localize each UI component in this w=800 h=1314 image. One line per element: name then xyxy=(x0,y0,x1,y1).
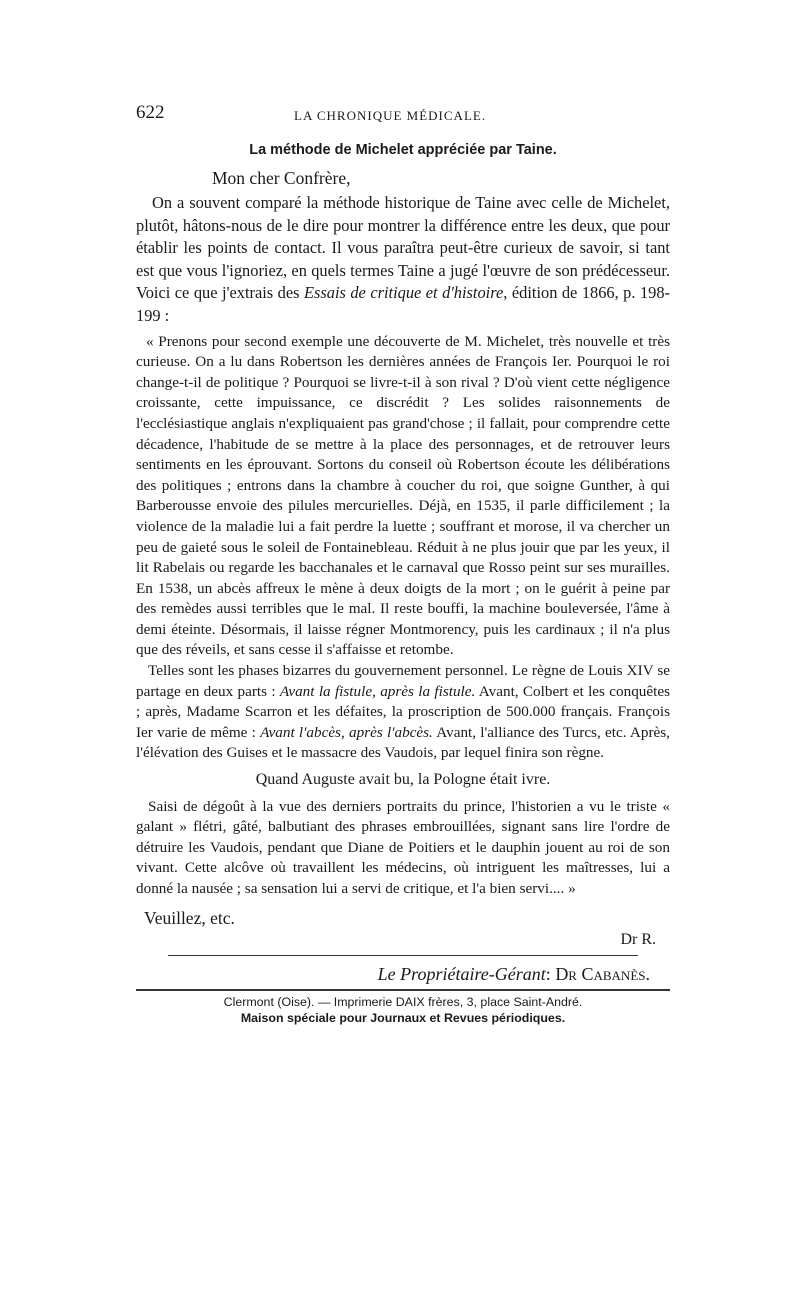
quote-paragraph-3: Saisi de dégoût à la vue des derniers portraits du prince, l'historien a vu le triste « galant » flétri, gâté, balbutiant des phrases embrouillées, signant sans lire l'ordre de détruire les Vaudois, pendant que Diane de Poitiers et le dauphin jouent au roi de son vivant. Cette alcôve où travaillent les médecins, où intriguent les maîtresses, lui a donné la nausée ; sa sensation lui a servi de critique, et l'a bien servi.... » xyxy=(136,797,670,897)
quote-paragraph-1: « Prenons pour second exemple une découverte de M. Michelet, très nouvelle et très curieuse. On a lu dans Robertson les dernières années de François Ier. Pourquoi le roi change-t-il de politique ? Pourquoi se livre-t-il à son rival ? D'où vient cette négligence croissante, cette impuissance, ce discrédit ? Les solides raisonnements de l'ecclésiastique anglais n'expliquaient pas grand'chose ; il fallait, pour comprendre cette décadence, l'habitude de se mettre à la place des personnages, et de retrouver leurs sentiments en les éprouvant. Sortons du conseil où Robertson écoute les délibérations des politiques ; entrons dans la chambre à coucher du roi, que soigne Gunther, à qui Barberousse envoie des pilules mercurielles. Déjà, en 1535, il parle difficilement ; la violence de la maladie lui a fait perdre la luette ; souffrant et morose, il va chercher un peu de gaieté sous le soleil de Fontainebleau. Réduit à ne plus jouir que par les yeux, il lit Rabelais ou regarde les bacchanales et le carnaval que Rosso peint sur ses murailles. En 1538, un abcès affreux le mène à deux doigts de la mort ; on le guérit à peine par des remèdes aussi terribles que le mal. Il reste bouffi, la machine bouleversée, l'âme à demi éteinte. Désormais, il laisse régner Montmorency, puis les cardinaux ; il n'a plus que des réveils, et sans cesse il s'affaisse et retombe. xyxy=(136,332,670,659)
quote-p2-italic-fistule: Avant la fistule, après la fistule. xyxy=(279,682,476,700)
document-page xyxy=(136,102,670,1026)
taine-quotation xyxy=(136,332,670,900)
publisher-line xyxy=(136,964,650,985)
quote-p2-text-a: Telles sont les phases bizarres du gouvernement personnel. Le règne de Louis XIV se partage en deux parts : xyxy=(136,662,670,700)
intro-text-after: , édition de 1866, p. 198-199 : xyxy=(136,283,671,325)
journal-title: LA CHRONIQUE MÉDICALE. xyxy=(294,108,487,123)
quote-p2-text-c: Avant, l'alliance des Turcs, etc. Après, l'élévation des Guises et le massacre des Vaudois, par lequel finira son règne. xyxy=(136,723,670,762)
quote-p2-text-b: Avant, Colbert et les conquêtes ; après, Madame Scarron et les défaites, la proscription de 500.000 français. François Ier varie de même : xyxy=(136,682,670,741)
printer-imprint xyxy=(136,994,670,1026)
quote-paragraph-2 xyxy=(136,661,670,764)
footer-rule xyxy=(136,989,670,991)
salutation: Mon cher Confrère, xyxy=(212,168,351,188)
intro-paragraph xyxy=(136,192,670,328)
publisher-name: Dr Cabanès. xyxy=(555,963,650,984)
publisher-separator: : xyxy=(545,963,556,984)
book-title: Essais de critique et d'histoire xyxy=(303,283,504,303)
running-head xyxy=(136,102,670,128)
quote-p2-italic-abces: Avant l'abcès, après l'abcès. xyxy=(260,723,433,741)
closing-formula: Veuillez, etc. xyxy=(144,907,235,928)
publisher-label: Le Propriétaire-Gérant xyxy=(377,963,546,984)
imprint-line-1: Clermont (Oise). — Imprimerie DAIX frères, 3, place Saint-André. xyxy=(223,994,583,1009)
article-title: La méthode de Michelet appréciée par Taine. xyxy=(249,142,557,158)
imprint-line-2: Maison spéciale pour Journaux et Revues périodiques. xyxy=(240,1010,566,1025)
signature: Dr R. xyxy=(620,930,656,948)
verse-line: Quand Auguste avait bu, la Pologne était ivre. xyxy=(255,771,551,789)
intro-text-before: On a souvent comparé la méthode historique de Taine avec celle de Michelet, plutôt, hâtons-nous de le dire pour montrer la différence entre les deux, que pour établir les points de contact. Il vous paraîtra peut-être curieux de savoir, si tant est que vous l'ignoriez, en quels termes Taine a jugé l'œuvre de son prédécesseur. Voici ce que j'extrais des xyxy=(136,193,670,303)
separator-rule xyxy=(168,955,638,956)
page-number: 622 xyxy=(136,102,165,123)
